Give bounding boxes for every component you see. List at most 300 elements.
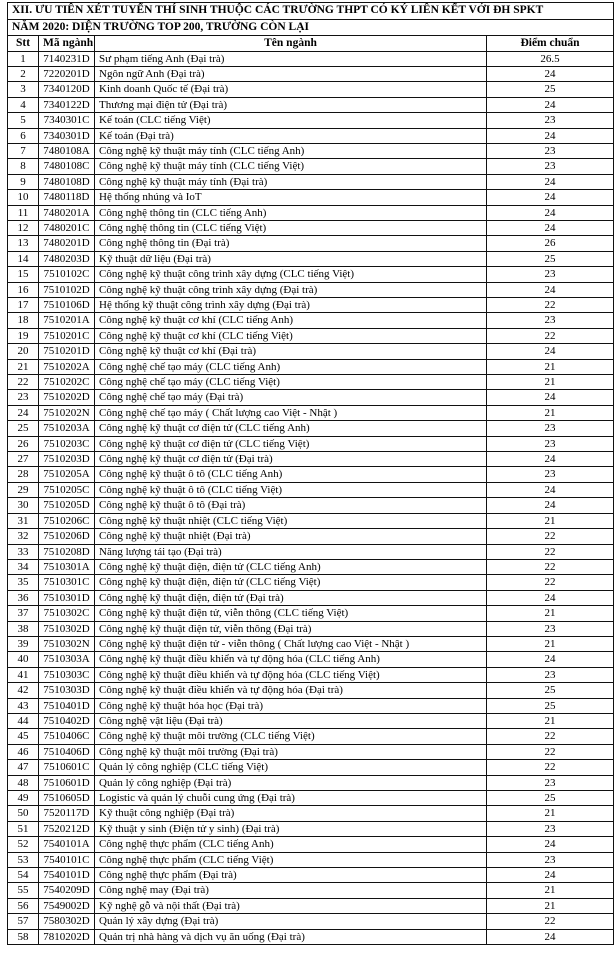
row-stt: 35 [8,575,39,590]
table-row [8,359,614,374]
row-stt: 37 [8,606,39,621]
table-row [8,914,614,929]
row-name: Công nghệ kỹ thuật cơ điện tử (CLC tiếng Việt) [95,436,487,451]
row-code: 7510203C [39,436,95,451]
row-code: 7540101D [39,868,95,883]
row-score: 22 [487,760,614,775]
row-stt: 12 [8,220,39,235]
row-stt: 31 [8,513,39,528]
row-name: Kỹ nghệ gỗ và nội thất (Đại trà) [95,898,487,913]
row-name: Logistic và quản lý chuỗi cung ứng (Đại trà) [95,791,487,806]
row-code: 7480108A [39,143,95,158]
row-code: 7520117D [39,806,95,821]
row-name: Công nghệ kỹ thuật điện tử, viễn thông (CLC tiếng Việt) [95,606,487,621]
table-title-line2: NĂM 2020: DIỆN TRƯỜNG TOP 200, TRƯỜNG CÒN LẠI [8,19,614,36]
row-name: Công nghệ kỹ thuật cơ khí (CLC tiếng Anh) [95,313,487,328]
row-code: 7340120D [39,82,95,97]
row-code: 7220201D [39,66,95,81]
row-name: Công nghệ kỹ thuật máy tính (CLC tiếng Việt) [95,159,487,174]
header-ten-nganh: Tên ngành [95,36,487,52]
table-row [8,821,614,836]
row-score: 23 [487,821,614,836]
table-row [8,97,614,112]
row-stt: 2 [8,66,39,81]
row-name: Năng lượng tái tạo (Đại trà) [95,544,487,559]
row-stt: 51 [8,821,39,836]
row-score: 22 [487,575,614,590]
row-score: 21 [487,898,614,913]
row-code: 7540101A [39,837,95,852]
table-row [8,929,614,944]
row-score: 23 [487,775,614,790]
row-name: Công nghệ kỹ thuật công trình xây dựng (Đại trà) [95,282,487,297]
row-name: Công nghệ kỹ thuật nhiệt (CLC tiếng Việt) [95,513,487,528]
row-name: Ngôn ngữ Anh (Đại trà) [95,66,487,81]
row-stt: 57 [8,914,39,929]
row-code: 7510202D [39,390,95,405]
row-name: Công nghệ kỹ thuật cơ khí (CLC tiếng Việt) [95,328,487,343]
row-code: 7510601D [39,775,95,790]
row-stt: 19 [8,328,39,343]
row-code: 7480201C [39,220,95,235]
row-name: Công nghệ kỹ thuật ô tô (Đại trà) [95,498,487,513]
row-code: 7540209D [39,883,95,898]
row-name: Công nghệ kỹ thuật điều khiển và tự động hóa (CLC tiếng Việt) [95,667,487,682]
row-stt: 27 [8,452,39,467]
row-code: 7510303C [39,667,95,682]
row-code: 7340301C [39,113,95,128]
row-name: Công nghệ kỹ thuật ô tô (CLC tiếng Anh) [95,467,487,482]
table-title-row-2 [8,19,614,36]
row-score: 23 [487,421,614,436]
row-code: 7510203A [39,421,95,436]
row-score: 22 [487,529,614,544]
table-row [8,852,614,867]
row-name: Hệ thống nhúng và IoT [95,190,487,205]
table-row [8,652,614,667]
table-row [8,482,614,497]
row-name: Công nghệ kỹ thuật công trình xây dựng (CLC tiếng Việt) [95,267,487,282]
row-stt: 44 [8,713,39,728]
row-stt: 23 [8,390,39,405]
row-stt: 6 [8,128,39,143]
row-stt: 52 [8,837,39,852]
row-name: Công nghệ chế tạo máy ( Chất lượng cao Việt - Nhật ) [95,405,487,420]
row-code: 7510301C [39,575,95,590]
table-row [8,806,614,821]
row-name: Công nghệ thực phẩm (Đại trà) [95,868,487,883]
row-stt: 22 [8,375,39,390]
row-stt: 34 [8,559,39,574]
row-code: 7480108C [39,159,95,174]
row-name: Công nghệ chế tạo máy (Đại trà) [95,390,487,405]
row-stt: 24 [8,405,39,420]
row-score: 24 [487,220,614,235]
table-row [8,82,614,97]
table-row [8,606,614,621]
row-score: 24 [487,652,614,667]
row-score: 24 [487,482,614,497]
row-score: 23 [487,313,614,328]
row-code: 7510302D [39,621,95,636]
table-row [8,421,614,436]
row-stt: 21 [8,359,39,374]
table-row [8,559,614,574]
row-score: 26 [487,236,614,251]
row-code: 7510401D [39,698,95,713]
row-stt: 48 [8,775,39,790]
row-code: 7510202N [39,405,95,420]
row-stt: 16 [8,282,39,297]
row-score: 22 [487,744,614,759]
row-name: Công nghệ vật liệu (Đại trà) [95,713,487,728]
row-name: Công nghệ kỹ thuật điều khiển và tự động hóa (CLC tiếng Anh) [95,652,487,667]
table-row [8,66,614,81]
row-stt: 53 [8,852,39,867]
row-score: 24 [487,452,614,467]
table-row [8,713,614,728]
row-score: 24 [487,837,614,852]
row-name: Công nghệ chế tạo máy (CLC tiếng Việt) [95,375,487,390]
table-row [8,683,614,698]
table-row [8,883,614,898]
row-score: 24 [487,66,614,81]
row-name: Kinh doanh Quốc tế (Đại trà) [95,82,487,97]
table-row [8,390,614,405]
row-stt: 13 [8,236,39,251]
table-row [8,498,614,513]
row-score: 22 [487,544,614,559]
row-stt: 15 [8,267,39,282]
row-code: 7510205A [39,467,95,482]
row-score: 21 [487,883,614,898]
row-stt: 41 [8,667,39,682]
table-row [8,837,614,852]
row-score: 26.5 [487,51,614,66]
row-stt: 8 [8,159,39,174]
table-row [8,174,614,189]
row-code: 7810202D [39,929,95,944]
header-diem-chuan: Điểm chuẩn [487,36,614,52]
row-code: 7510406C [39,729,95,744]
row-score: 24 [487,390,614,405]
table-row [8,159,614,174]
row-code: 7510201A [39,313,95,328]
table-title-line1: XII. ƯU TIÊN XÉT TUYỂN THÍ SINH THUỘC CÁC TRƯỜNG THPT CÓ KÝ LIÊN KẾT VỚI ĐH SPKT [8,3,614,20]
row-code: 7510208D [39,544,95,559]
table-row [8,868,614,883]
row-name: Công nghệ kỹ thuật môi trường (Đại trà) [95,744,487,759]
row-score: 24 [487,174,614,189]
row-code: 7510601C [39,760,95,775]
row-score: 21 [487,713,614,728]
table-row [8,436,614,451]
row-stt: 49 [8,791,39,806]
row-score: 21 [487,405,614,420]
row-code: 7549002D [39,898,95,913]
row-code: 7480118D [39,190,95,205]
row-stt: 17 [8,298,39,313]
row-code: 7540101C [39,852,95,867]
row-code: 7510406D [39,744,95,759]
row-code: 7510201D [39,344,95,359]
row-code: 7510303D [39,683,95,698]
row-code: 7510102D [39,282,95,297]
row-code: 7510102C [39,267,95,282]
row-code: 7510402D [39,713,95,728]
row-stt: 39 [8,636,39,651]
row-stt: 29 [8,482,39,497]
row-name: Công nghệ kỹ thuật điện tử - viễn thông ( Chất lượng cao Việt - Nhật ) [95,636,487,651]
row-name: Công nghệ thông tin (CLC tiếng Anh) [95,205,487,220]
row-score: 24 [487,190,614,205]
table-row [8,267,614,282]
table-row [8,621,614,636]
row-name: Công nghệ kỹ thuật điện tử, viễn thông (Đại trà) [95,621,487,636]
row-score: 24 [487,498,614,513]
row-name: Hệ thống kỹ thuật công trình xây dựng (Đại trà) [95,298,487,313]
row-name: Công nghệ thông tin (CLC tiếng Việt) [95,220,487,235]
row-stt: 9 [8,174,39,189]
row-score: 25 [487,683,614,698]
row-score: 25 [487,82,614,97]
table-row [8,128,614,143]
table-row [8,51,614,66]
row-score: 24 [487,868,614,883]
row-name: Công nghệ kỹ thuật ô tô (CLC tiếng Việt) [95,482,487,497]
row-score: 25 [487,791,614,806]
row-score: 23 [487,667,614,682]
row-stt: 38 [8,621,39,636]
row-stt: 3 [8,82,39,97]
row-name: Thương mại điện tử (Đại trà) [95,97,487,112]
row-name: Công nghệ thông tin (Đại trà) [95,236,487,251]
row-code: 7520212D [39,821,95,836]
row-name: Công nghệ kỹ thuật máy tính (CLC tiếng Anh) [95,143,487,158]
row-code: 7510303A [39,652,95,667]
row-name: Kỹ thuật công nghiệp (Đại trà) [95,806,487,821]
table-row [8,791,614,806]
row-stt: 20 [8,344,39,359]
row-name: Công nghệ thực phẩm (CLC tiếng Anh) [95,837,487,852]
header-ma-nganh: Mã ngành [39,36,95,52]
row-code: 7510301A [39,559,95,574]
row-score: 21 [487,375,614,390]
table-header-row [8,36,614,52]
row-name: Công nghệ kỹ thuật hóa học (Đại trà) [95,698,487,713]
table-body [8,51,614,945]
row-code: 7510202A [39,359,95,374]
row-stt: 10 [8,190,39,205]
table-row [8,513,614,528]
row-name: Công nghệ kỹ thuật điều khiển và tự động hóa (Đại trà) [95,683,487,698]
row-score: 23 [487,852,614,867]
row-name: Công nghệ kỹ thuật cơ khí (Đại trà) [95,344,487,359]
row-name: Quản lý xây dựng (Đại trà) [95,914,487,929]
row-score: 21 [487,636,614,651]
row-score: 23 [487,621,614,636]
row-stt: 36 [8,590,39,605]
row-score: 22 [487,559,614,574]
row-stt: 26 [8,436,39,451]
row-stt: 42 [8,683,39,698]
row-score: 24 [487,282,614,297]
row-name: Kỹ thuật y sinh (Điện tử y sinh) (Đại trà) [95,821,487,836]
row-code: 7580302D [39,914,95,929]
table-row [8,251,614,266]
row-stt: 18 [8,313,39,328]
table-row [8,328,614,343]
row-name: Quản trị nhà hàng và dịch vụ ăn uống (Đại trà) [95,929,487,944]
row-name: Công nghệ chế tạo máy (CLC tiếng Anh) [95,359,487,374]
row-score: 21 [487,806,614,821]
row-stt: 32 [8,529,39,544]
row-code: 7480108D [39,174,95,189]
row-stt: 14 [8,251,39,266]
row-stt: 43 [8,698,39,713]
table-row [8,744,614,759]
row-score: 24 [487,590,614,605]
row-name: Công nghệ kỹ thuật cơ điện tử (CLC tiếng Anh) [95,421,487,436]
row-name: Công nghệ kỹ thuật máy tính (Đại trà) [95,174,487,189]
row-name: Quản lý công nghiệp (Đại trà) [95,775,487,790]
table-row [8,236,614,251]
row-stt: 55 [8,883,39,898]
header-stt: Stt [8,36,39,52]
row-code: 7510205D [39,498,95,513]
row-score: 24 [487,128,614,143]
row-score: 23 [487,467,614,482]
table-row [8,113,614,128]
row-name: Kế toán (CLC tiếng Việt) [95,113,487,128]
row-code: 7510106D [39,298,95,313]
row-code: 7480201A [39,205,95,220]
row-stt: 58 [8,929,39,944]
row-name: Công nghệ kỹ thuật cơ điện tử (Đại trà) [95,452,487,467]
row-name: Kỹ thuật dữ liệu (Đại trà) [95,251,487,266]
row-code: 7510205C [39,482,95,497]
table-row [8,775,614,790]
row-score: 22 [487,328,614,343]
row-stt: 25 [8,421,39,436]
row-name: Kế toán (Đại trà) [95,128,487,143]
row-code: 7480203D [39,251,95,266]
row-score: 21 [487,359,614,374]
table-row [8,667,614,682]
table-row [8,375,614,390]
row-score: 24 [487,205,614,220]
row-stt: 45 [8,729,39,744]
row-code: 7510302C [39,606,95,621]
table-row [8,298,614,313]
row-score: 23 [487,143,614,158]
row-code: 7510202C [39,375,95,390]
row-stt: 11 [8,205,39,220]
row-score: 25 [487,698,614,713]
row-score: 25 [487,251,614,266]
row-name: Công nghệ kỹ thuật nhiệt (Đại trà) [95,529,487,544]
row-stt: 47 [8,760,39,775]
row-stt: 28 [8,467,39,482]
table-row [8,760,614,775]
table-row [8,143,614,158]
row-score: 21 [487,606,614,621]
row-score: 23 [487,267,614,282]
row-name: Công nghệ kỹ thuật điện, điện tử (CLC tiếng Anh) [95,559,487,574]
table-row [8,529,614,544]
row-stt: 54 [8,868,39,883]
table-row [8,544,614,559]
row-stt: 4 [8,97,39,112]
row-name: Công nghệ thực phẩm (CLC tiếng Việt) [95,852,487,867]
row-code: 7510206C [39,513,95,528]
row-name: Quản lý công nghiệp (CLC tiếng Việt) [95,760,487,775]
table-row [8,190,614,205]
row-name: Công nghệ kỹ thuật điện, điện tử (CLC tiếng Việt) [95,575,487,590]
table-title-row-1 [8,3,614,20]
row-score: 22 [487,298,614,313]
row-code: 7510203D [39,452,95,467]
row-score: 23 [487,159,614,174]
admission-score-table [7,2,614,945]
row-stt: 56 [8,898,39,913]
row-stt: 40 [8,652,39,667]
row-code: 7510605D [39,791,95,806]
row-stt: 30 [8,498,39,513]
table-row [8,467,614,482]
row-code: 7510206D [39,529,95,544]
row-score: 24 [487,929,614,944]
row-score: 24 [487,97,614,112]
row-score: 22 [487,729,614,744]
row-stt: 50 [8,806,39,821]
row-code: 7480201D [39,236,95,251]
table-row [8,282,614,297]
row-name: Công nghệ may (Đại trà) [95,883,487,898]
table-row [8,590,614,605]
row-name: Công nghệ kỹ thuật môi trường (CLC tiếng Việt) [95,729,487,744]
row-stt: 5 [8,113,39,128]
row-name: Công nghệ kỹ thuật điện, điện tử (Đại trà) [95,590,487,605]
row-stt: 33 [8,544,39,559]
row-code: 7340301D [39,128,95,143]
row-stt: 46 [8,744,39,759]
table-row [8,405,614,420]
table-row [8,575,614,590]
row-code: 7340122D [39,97,95,112]
row-score: 21 [487,513,614,528]
row-code: 7140231D [39,51,95,66]
table-row [8,636,614,651]
table-row [8,729,614,744]
row-name: Sư phạm tiếng Anh (Đại trà) [95,51,487,66]
row-stt: 7 [8,143,39,158]
table-row [8,205,614,220]
row-code: 7510301D [39,590,95,605]
row-code: 7510201C [39,328,95,343]
row-code: 7510302N [39,636,95,651]
table-row [8,898,614,913]
table-row [8,344,614,359]
table-row [8,313,614,328]
row-score: 23 [487,113,614,128]
table-row [8,698,614,713]
table-row [8,452,614,467]
row-stt: 1 [8,51,39,66]
row-score: 23 [487,436,614,451]
row-score: 24 [487,344,614,359]
table-row [8,220,614,235]
